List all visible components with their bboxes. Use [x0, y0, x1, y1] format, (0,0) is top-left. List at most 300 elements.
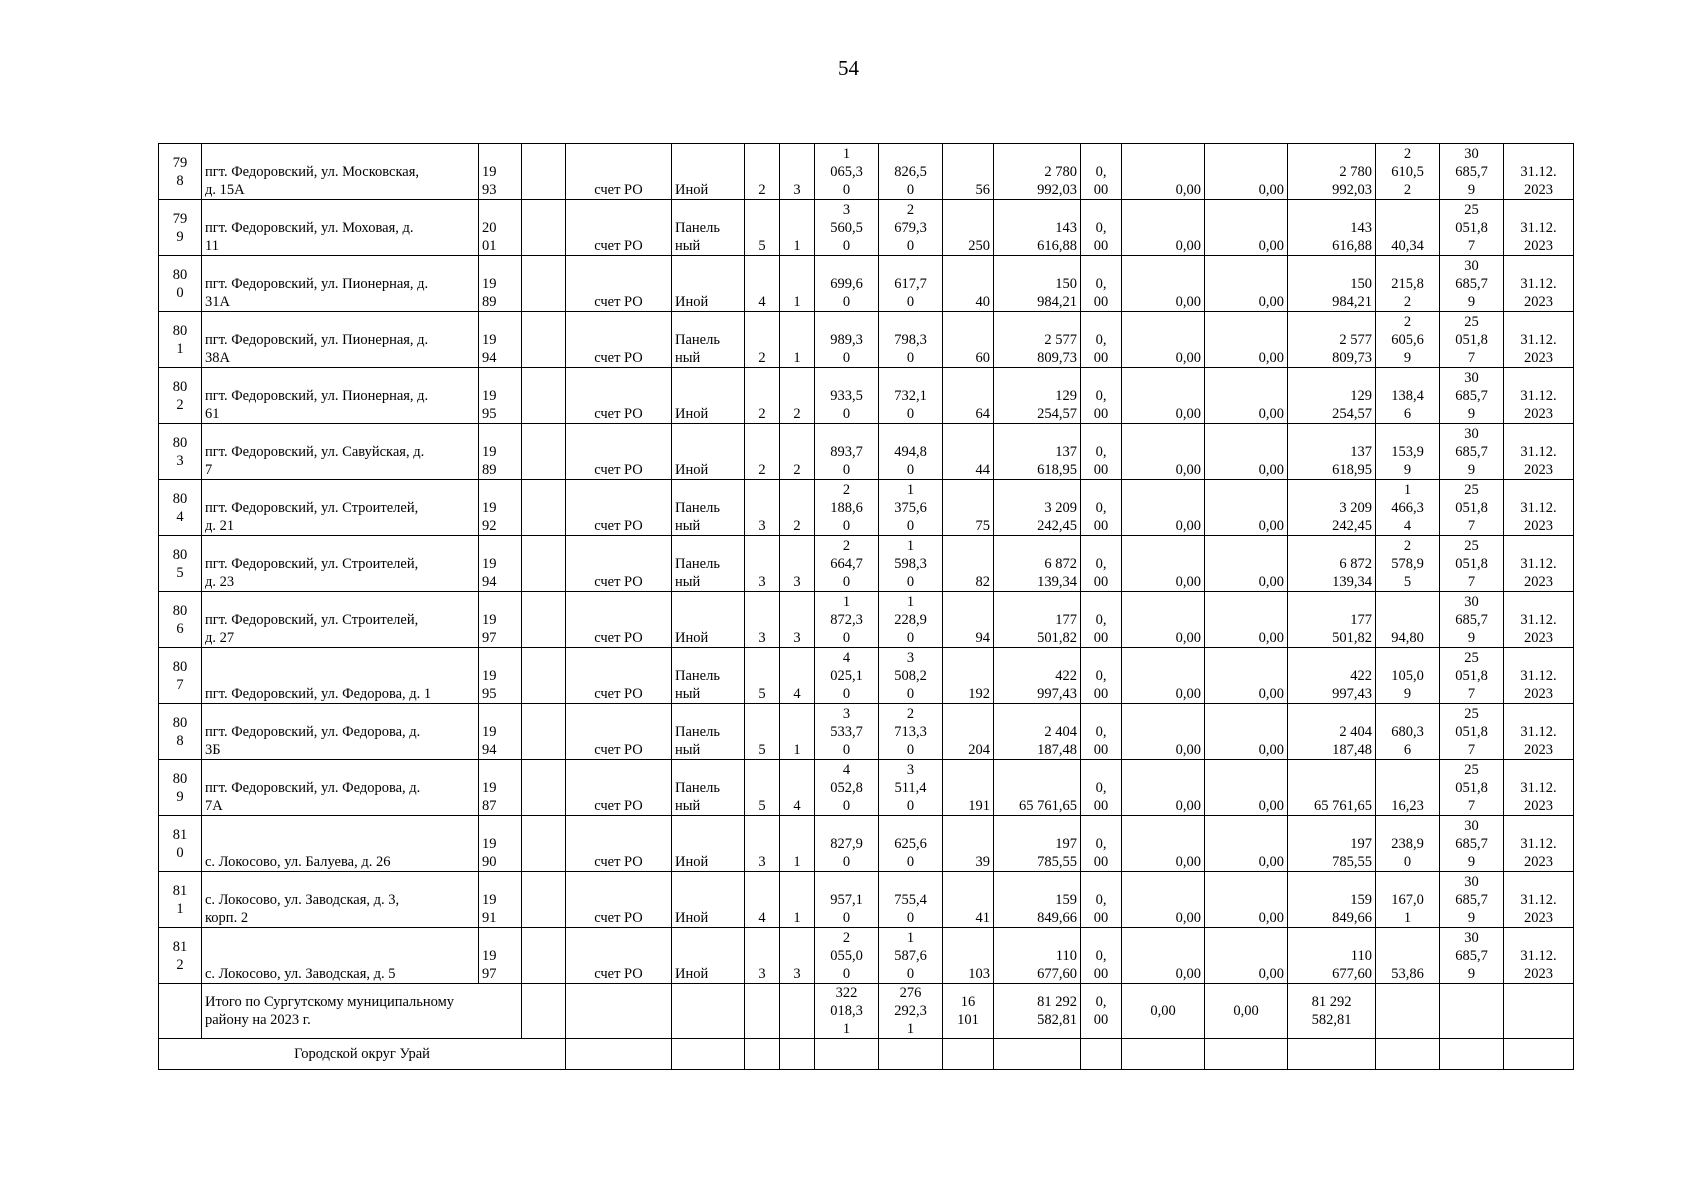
owners-cost-cell [1288, 704, 1376, 760]
cell-line: 0, [1095, 500, 1107, 516]
cell-line: 0,00 [1258, 238, 1284, 254]
cell-line: 228,9 [894, 612, 927, 628]
cell-line: 0 [906, 574, 915, 590]
cell-line: 7А [205, 798, 223, 814]
cell-line: 6 872 [1044, 556, 1077, 572]
floors-cell [745, 592, 780, 648]
cell-line: 31.12. [1520, 668, 1557, 684]
cell-line: 87 [482, 798, 497, 814]
cell-line: 129 [1055, 388, 1077, 404]
cell-line: 0, [1095, 780, 1107, 796]
unit-cost-cell [1376, 424, 1440, 480]
budget-cost-cell [1122, 872, 1205, 928]
blank-cell [1081, 1039, 1122, 1070]
cell-line: 2 [793, 518, 801, 534]
cell-line: 1 [906, 594, 915, 610]
year-built-cell [479, 648, 522, 704]
fund-cost-cell [1081, 368, 1122, 424]
blank-cell [522, 592, 566, 648]
local-cost-cell [1205, 312, 1288, 368]
floors-cell [745, 424, 780, 480]
cell-line: 4 [793, 798, 801, 814]
cell-line: 9 [176, 788, 184, 805]
cell-line: 051,8 [1455, 220, 1488, 236]
cell-line: 508,2 [894, 668, 927, 684]
owners-cost-cell [1288, 592, 1376, 648]
cell-line: счет РО [594, 742, 643, 758]
blank-cell [1440, 984, 1504, 1039]
cell-line: счет РО [594, 350, 643, 366]
cell-line: 242,45 [1037, 518, 1077, 534]
unit-limit-cell [1440, 592, 1504, 648]
cell-line: счет РО [594, 182, 643, 198]
cell-line: 105,0 [1391, 668, 1424, 684]
cell-line: 3 [906, 650, 915, 666]
cell-line: 8 [176, 172, 184, 189]
budget-cost-cell [1122, 648, 1205, 704]
owners-cost-cell [1288, 760, 1376, 816]
cell-line: 7 [1467, 518, 1476, 534]
total-cost-cell [994, 816, 1081, 872]
cell-line: 664,7 [830, 556, 863, 572]
cell-line: 685,7 [1455, 836, 1488, 852]
cell-line: 2 577 [1339, 332, 1372, 348]
fund-method-cell [566, 368, 672, 424]
cell-line: 19 [482, 668, 497, 684]
cell-line: 533,7 [830, 724, 863, 740]
address-cell [202, 480, 479, 536]
residents-cell [943, 480, 994, 536]
cell-line: 00 [1093, 518, 1109, 534]
cell-line: 2023 [1524, 406, 1553, 422]
cell-line: 809,73 [1332, 350, 1372, 366]
cell-line: 0, [1095, 276, 1107, 292]
cell-line: Панель [675, 332, 720, 348]
blank-cell [1122, 1039, 1205, 1070]
entrances-cell [780, 704, 815, 760]
cell-line: 5 [758, 798, 766, 814]
cell-line: 2023 [1524, 350, 1553, 366]
cell-line: 00 [1093, 686, 1109, 702]
address-cell [202, 592, 479, 648]
cell-line: 2 [176, 396, 184, 413]
row-number-cell [159, 760, 202, 816]
cell-line: пгт. Федоровский, ул. Савуйская, д. [205, 444, 425, 460]
cell-line: 618,95 [1037, 462, 1077, 478]
unit-cost-cell [1376, 592, 1440, 648]
cell-line: 177 [1350, 612, 1372, 628]
cell-line: ный [675, 798, 701, 814]
cell-line: 3 [793, 630, 801, 646]
total-cost-cell [994, 648, 1081, 704]
cell-line: ный [675, 238, 701, 254]
blank-cell [522, 872, 566, 928]
cell-line: 30 [1464, 258, 1479, 274]
cell-line: 2 [758, 462, 766, 478]
wall-material-cell [672, 648, 745, 704]
fund-cost-cell [1081, 256, 1122, 312]
cell-line: 7 [1467, 350, 1476, 366]
cell-line: 422 [1055, 668, 1077, 684]
budget-cost-cell [1122, 928, 1205, 984]
deadline-cell [1504, 200, 1574, 256]
cell-line: 19 [482, 612, 497, 628]
cell-line: 677,60 [1037, 966, 1077, 982]
cell-line: 215,8 [1391, 276, 1424, 292]
year-built-cell [479, 424, 522, 480]
entrances-cell [780, 648, 815, 704]
total-cost-cell [994, 200, 1081, 256]
cell-line: 9 [1467, 854, 1476, 870]
cell-line: 82 [975, 574, 990, 590]
cell-line: 2023 [1524, 742, 1553, 758]
entrances-cell [780, 760, 815, 816]
cell-line: 617,7 [894, 276, 927, 292]
unit-limit-cell [1440, 760, 1504, 816]
cell-line: 0,00 [1258, 798, 1284, 814]
blank-cell [522, 424, 566, 480]
cell-line: 19 [482, 388, 497, 404]
cell-line: 2 [758, 406, 766, 422]
table-row [159, 928, 1574, 984]
wall-material-cell [672, 200, 745, 256]
cell-line: с. Локосово, ул. Заводская, д. 3, [205, 892, 400, 908]
cell-line: 732,1 [894, 388, 927, 404]
local-cost-cell [1205, 536, 1288, 592]
cell-line: 1 [1403, 910, 1412, 926]
cell-line: 81 292 [1311, 994, 1352, 1010]
cell-line: 0,00 [1258, 518, 1284, 534]
cell-line: счет РО [594, 574, 643, 590]
owners-cost-cell [1288, 144, 1376, 200]
wall-material-cell [672, 312, 745, 368]
cell-line: 00 [1093, 1012, 1109, 1028]
cell-line: 3 [906, 762, 915, 778]
local-cost-cell [1205, 480, 1288, 536]
fund-method-cell [566, 424, 672, 480]
cell-line: 31.12. [1520, 444, 1557, 460]
blank-cell [522, 704, 566, 760]
total-cost-cell [994, 872, 1081, 928]
cell-line: счет РО [594, 518, 643, 534]
cell-line: 81 [172, 938, 188, 955]
cell-line: 137 [1055, 444, 1077, 460]
cell-line: 051,8 [1455, 668, 1488, 684]
unit-limit-cell [1440, 872, 1504, 928]
total-budget-cost-cell [1122, 984, 1205, 1039]
cell-line: 16 [960, 994, 976, 1010]
fund-method-cell [566, 256, 672, 312]
living-area-cell [879, 872, 943, 928]
fund-cost-cell [1081, 760, 1122, 816]
cell-line: 6 [1403, 406, 1412, 422]
cell-line: 25 [1464, 762, 1479, 778]
cell-line: 00 [1093, 182, 1109, 198]
cell-line: ный [675, 518, 701, 534]
cell-line: 89 [482, 294, 497, 310]
cell-line: 19 [482, 444, 497, 460]
blank-cell [522, 648, 566, 704]
residents-cell [943, 536, 994, 592]
cell-line: 0, [1095, 388, 1107, 404]
cell-line: 0 [906, 294, 915, 310]
cell-line: Иной [675, 462, 709, 478]
residents-cell [943, 928, 994, 984]
cell-line: 375,6 [894, 500, 927, 516]
cell-line: 0 [1403, 854, 1412, 870]
cell-line: 0,00 [1258, 742, 1284, 758]
cell-line: 051,8 [1455, 500, 1488, 516]
cell-line: с. Локосово, ул. Заводская, д. 5 [205, 966, 396, 982]
cell-line: 31.12. [1520, 612, 1557, 628]
cell-line: 93 [482, 182, 497, 198]
cell-line: 7 [1467, 798, 1476, 814]
cell-line: 587,6 [894, 948, 927, 964]
cell-line: 0 [906, 798, 915, 814]
cell-line: 5 [176, 564, 184, 581]
cell-line: 0 [906, 462, 915, 478]
cell-line: 0 [906, 350, 915, 366]
cell-line: 94 [482, 350, 497, 366]
cell-line: 31.12. [1520, 164, 1557, 180]
table-row [159, 424, 1574, 480]
cell-line: 2023 [1524, 462, 1553, 478]
cell-line: 9 [1467, 910, 1476, 926]
floors-cell [745, 144, 780, 200]
cell-line: 80 [172, 546, 188, 563]
cell-line: 625,6 [894, 836, 927, 852]
cell-line: Иной [675, 910, 709, 926]
fund-method-cell [566, 872, 672, 928]
blank-cell [522, 760, 566, 816]
cell-line: 0 [842, 518, 851, 534]
cell-line: 8 [176, 732, 184, 749]
row-number-cell [159, 648, 202, 704]
cell-line: 80 [172, 378, 188, 395]
cell-line: 052,8 [830, 780, 863, 796]
cell-line: 25 [1464, 706, 1479, 722]
unit-cost-cell [1376, 256, 1440, 312]
cell-line: пгт. Федоровский, ул. Московская, [205, 164, 420, 180]
cell-line: 893,7 [830, 444, 863, 460]
cell-line: счет РО [594, 406, 643, 422]
budget-cost-cell [1122, 480, 1205, 536]
cell-line: 20 [482, 220, 497, 236]
cell-line: 1 [793, 742, 801, 758]
row-number-cell [159, 312, 202, 368]
living-area-cell [879, 144, 943, 200]
cell-line: 80 [172, 770, 188, 787]
cell-line: 2 [176, 956, 184, 973]
address-cell [202, 144, 479, 200]
table-row [159, 592, 1574, 648]
cell-line: 30 [1464, 146, 1479, 162]
total-cost-cell [994, 256, 1081, 312]
cell-line: Иной [675, 182, 709, 198]
cell-line: 0 [842, 294, 851, 310]
cell-line: 2 [906, 202, 915, 218]
cell-line: 00 [1093, 910, 1109, 926]
cell-line: 254,57 [1332, 406, 1372, 422]
cell-line: 755,4 [894, 892, 927, 908]
deadline-cell [1504, 592, 1574, 648]
cell-line: 139,34 [1037, 574, 1077, 590]
cell-line: 0 [176, 844, 184, 861]
cell-line: 618,95 [1332, 462, 1372, 478]
cell-line: 578,9 [1391, 556, 1424, 572]
fund-method-cell [566, 704, 672, 760]
cell-line: 31.12. [1520, 556, 1557, 572]
row-number-cell [159, 480, 202, 536]
cell-line: 2023 [1524, 854, 1553, 870]
unit-cost-cell [1376, 536, 1440, 592]
cell-line: 64 [975, 406, 990, 422]
cell-line: 95 [482, 406, 497, 422]
cell-line: 177 [1055, 612, 1077, 628]
cell-line: 31.12. [1520, 948, 1557, 964]
cell-line: 0, [1095, 220, 1107, 236]
cell-line: 4 [758, 910, 766, 926]
floors-cell [745, 872, 780, 928]
cell-line: Панель [675, 724, 720, 740]
cell-line: 9 [1403, 350, 1412, 366]
cell-line: 872,3 [830, 612, 863, 628]
local-cost-cell [1205, 816, 1288, 872]
budget-cost-cell [1122, 816, 1205, 872]
table-row [159, 256, 1574, 312]
cell-line: 4 [842, 650, 851, 666]
cell-line: 685,7 [1455, 612, 1488, 628]
cell-line: 1 [906, 930, 915, 946]
fund-method-cell [566, 760, 672, 816]
cell-line: 7 [1467, 574, 1476, 590]
cell-line: 2 404 [1044, 724, 1077, 740]
fund-method-cell [566, 816, 672, 872]
local-cost-cell [1205, 256, 1288, 312]
cell-line: 0 [842, 910, 851, 926]
cell-line: 242,45 [1332, 518, 1372, 534]
budget-cost-cell [1122, 536, 1205, 592]
deadline-cell [1504, 536, 1574, 592]
cell-line: 250 [968, 238, 990, 254]
cell-line: 1 [842, 146, 851, 162]
local-cost-cell [1205, 872, 1288, 928]
total-cost-cell [994, 312, 1081, 368]
table-row [159, 648, 1574, 704]
cell-line: 051,8 [1455, 556, 1488, 572]
cell-line: счет РО [594, 238, 643, 254]
unit-limit-cell [1440, 648, 1504, 704]
owners-cost-cell [1288, 256, 1376, 312]
cell-line: 051,8 [1455, 724, 1488, 740]
cell-line: 00 [1093, 630, 1109, 646]
cell-line: 2023 [1524, 238, 1553, 254]
cell-line: 2 [758, 350, 766, 366]
cell-line: 1 [842, 1021, 851, 1037]
entrances-cell [780, 424, 815, 480]
row-number-cell [159, 536, 202, 592]
cell-line: 44 [975, 462, 990, 478]
deadline-cell [1504, 760, 1574, 816]
cell-line: 1 [176, 900, 184, 917]
total-cost-cell [994, 144, 1081, 200]
cell-line: 501,82 [1332, 630, 1372, 646]
blank-cell [566, 984, 672, 1039]
cell-line: 0,00 [1175, 686, 1201, 702]
floors-cell [745, 312, 780, 368]
wall-material-cell [672, 256, 745, 312]
cell-line: 3 [176, 452, 184, 469]
unit-cost-cell [1376, 928, 1440, 984]
cell-line: 0 [906, 686, 915, 702]
cell-line: д. 23 [205, 574, 235, 590]
cell-line: 19 [482, 276, 497, 292]
cell-line: 9 [1467, 630, 1476, 646]
cell-line: 40 [975, 294, 990, 310]
year-built-cell [479, 200, 522, 256]
fund-method-cell [566, 480, 672, 536]
fund-cost-cell [1081, 704, 1122, 760]
address-cell [202, 928, 479, 984]
cell-line: 40,34 [1391, 238, 1424, 254]
living-area-cell [879, 312, 943, 368]
unit-limit-cell [1440, 312, 1504, 368]
cell-line: 0,00 [1175, 630, 1201, 646]
cell-line: 2023 [1524, 182, 1553, 198]
cell-line: 56 [975, 182, 990, 198]
unit-limit-cell [1440, 816, 1504, 872]
cell-line: 2 [758, 182, 766, 198]
cell-line: пгт. Федоровский, ул. Пионерная, д. [205, 388, 429, 404]
cell-line: 997,43 [1037, 686, 1077, 702]
blank-cell [815, 1039, 879, 1070]
cell-line: 511,4 [894, 780, 927, 796]
cell-line: ный [675, 350, 701, 366]
cell-line: 19 [482, 836, 497, 852]
budget-cost-cell [1122, 704, 1205, 760]
cell-line: 1 [906, 1021, 915, 1037]
unit-limit-cell [1440, 928, 1504, 984]
cell-line: 798,3 [894, 332, 927, 348]
cell-line: 685,7 [1455, 948, 1488, 964]
cell-line: 80 [172, 322, 188, 339]
cell-line: 997,43 [1332, 686, 1372, 702]
cell-line: 19 [482, 164, 497, 180]
blank-cell [1440, 1039, 1504, 1070]
cell-line: 322 [835, 985, 858, 1001]
cell-line: 97 [482, 966, 497, 982]
local-cost-cell [1205, 760, 1288, 816]
residents-cell [943, 592, 994, 648]
address-cell [202, 816, 479, 872]
cell-line: 1 [1403, 482, 1412, 498]
cell-line: 582,81 [1311, 1012, 1352, 1028]
year-built-cell [479, 760, 522, 816]
cell-line: 6 [176, 620, 184, 637]
cell-line: 3 [793, 966, 801, 982]
cell-line: 25 [1464, 202, 1479, 218]
cell-line: 00 [1093, 854, 1109, 870]
year-built-cell [479, 256, 522, 312]
residents-cell [943, 816, 994, 872]
cell-line: 1 [793, 854, 801, 870]
cell-line: 110 [1350, 948, 1372, 964]
cell-line: 0 [842, 574, 851, 590]
total-area-cell [815, 536, 879, 592]
cell-line: Панель [675, 780, 720, 796]
year-built-cell [479, 704, 522, 760]
unit-limit-cell [1440, 704, 1504, 760]
